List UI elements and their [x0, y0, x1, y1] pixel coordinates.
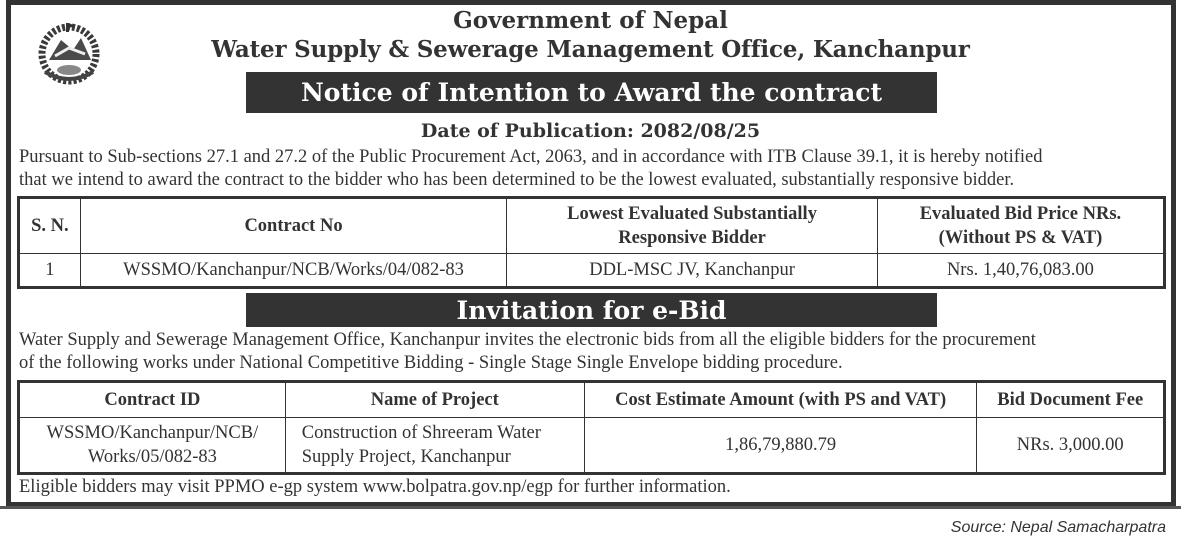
- cell-contract-no: WSSMO/Kanchanpur/NCB/Works/04/082-83: [80, 254, 506, 288]
- header-project-name: Name of Project: [285, 382, 584, 418]
- ebid-table: [17, 380, 1166, 475]
- cell-sn: 1: [19, 254, 81, 288]
- source-credit: Source: Nepal Samacharpatra: [950, 519, 1166, 536]
- header-contract-no: Contract No: [80, 198, 506, 254]
- cell-bid-fee: NRs. 3,000.00: [977, 418, 1165, 474]
- eligible-bidders-note: Eligible bidders may visit PPMO e-gp system www.bolpatra.gov.np/egp for further information.: [19, 477, 731, 497]
- notice-paragraph-line1: Pursuant to Sub-sections 27.1 and 27.2 of the Public Procurement Act, 2063, and in accordance with ITB Clause 39.1, it is hereby notified: [19, 147, 1043, 167]
- notice-banner: Notice of Intention to Award the contract: [246, 72, 937, 113]
- award-table-header: [19, 198, 1165, 254]
- publication-date: Date of Publication: 2082/08/25: [420, 120, 761, 142]
- invitation-banner: Invitation for e-Bid: [246, 293, 937, 327]
- header-sn: S. N.: [19, 198, 81, 254]
- notice-paragraph: [19, 146, 1042, 192]
- notice-paragraph-line2: that we intend to award the contract to the bidder who has been determined to be the lowest evaluated, substantially responsive bidder.: [19, 170, 1015, 190]
- table-row: [19, 254, 1165, 288]
- award-table: [17, 196, 1166, 289]
- divider-rule: [0, 506, 1181, 509]
- office-title: Water Supply & Sewerage Management Office, Kanchanpur: [211, 36, 970, 63]
- ebid-table-header: [19, 382, 1165, 418]
- table-row: [19, 418, 1165, 474]
- invitation-paragraph: [19, 329, 1036, 375]
- cell-price: Nrs. 1,40,76,083.00: [877, 254, 1164, 288]
- cell-project-name: Construction of Shreeram Water Supply Project, Kanchanpur: [285, 418, 584, 474]
- header-bid-fee: Bid Document Fee: [977, 382, 1165, 418]
- header-bidder: Lowest Evaluated Substantially Responsive Bidder: [507, 198, 878, 254]
- invitation-paragraph-line1: Water Supply and Sewerage Management Office, Kanchanpur invites the electronic bids from all the eligible bidders for the procurement: [19, 330, 1036, 350]
- invitation-paragraph-line2: of the following works under National Competitive Bidding - Single Stage Single Envelope bidding procedure.: [19, 353, 843, 373]
- cell-cost-estimate: 1,86,79,880.79: [584, 418, 977, 474]
- cell-contract-id: WSSMO/Kanchanpur/NCB/ Works/05/082-83: [19, 418, 286, 474]
- header-cost-estimate: Cost Estimate Amount (with PS and VAT): [584, 382, 977, 418]
- government-title: Government of Nepal: [453, 7, 728, 34]
- cell-bidder: DDL-MSC JV, Kanchanpur: [507, 254, 878, 288]
- header-contract-id: Contract ID: [19, 382, 286, 418]
- header-price: Evaluated Bid Price NRs. (Without PS & VAT): [877, 198, 1164, 254]
